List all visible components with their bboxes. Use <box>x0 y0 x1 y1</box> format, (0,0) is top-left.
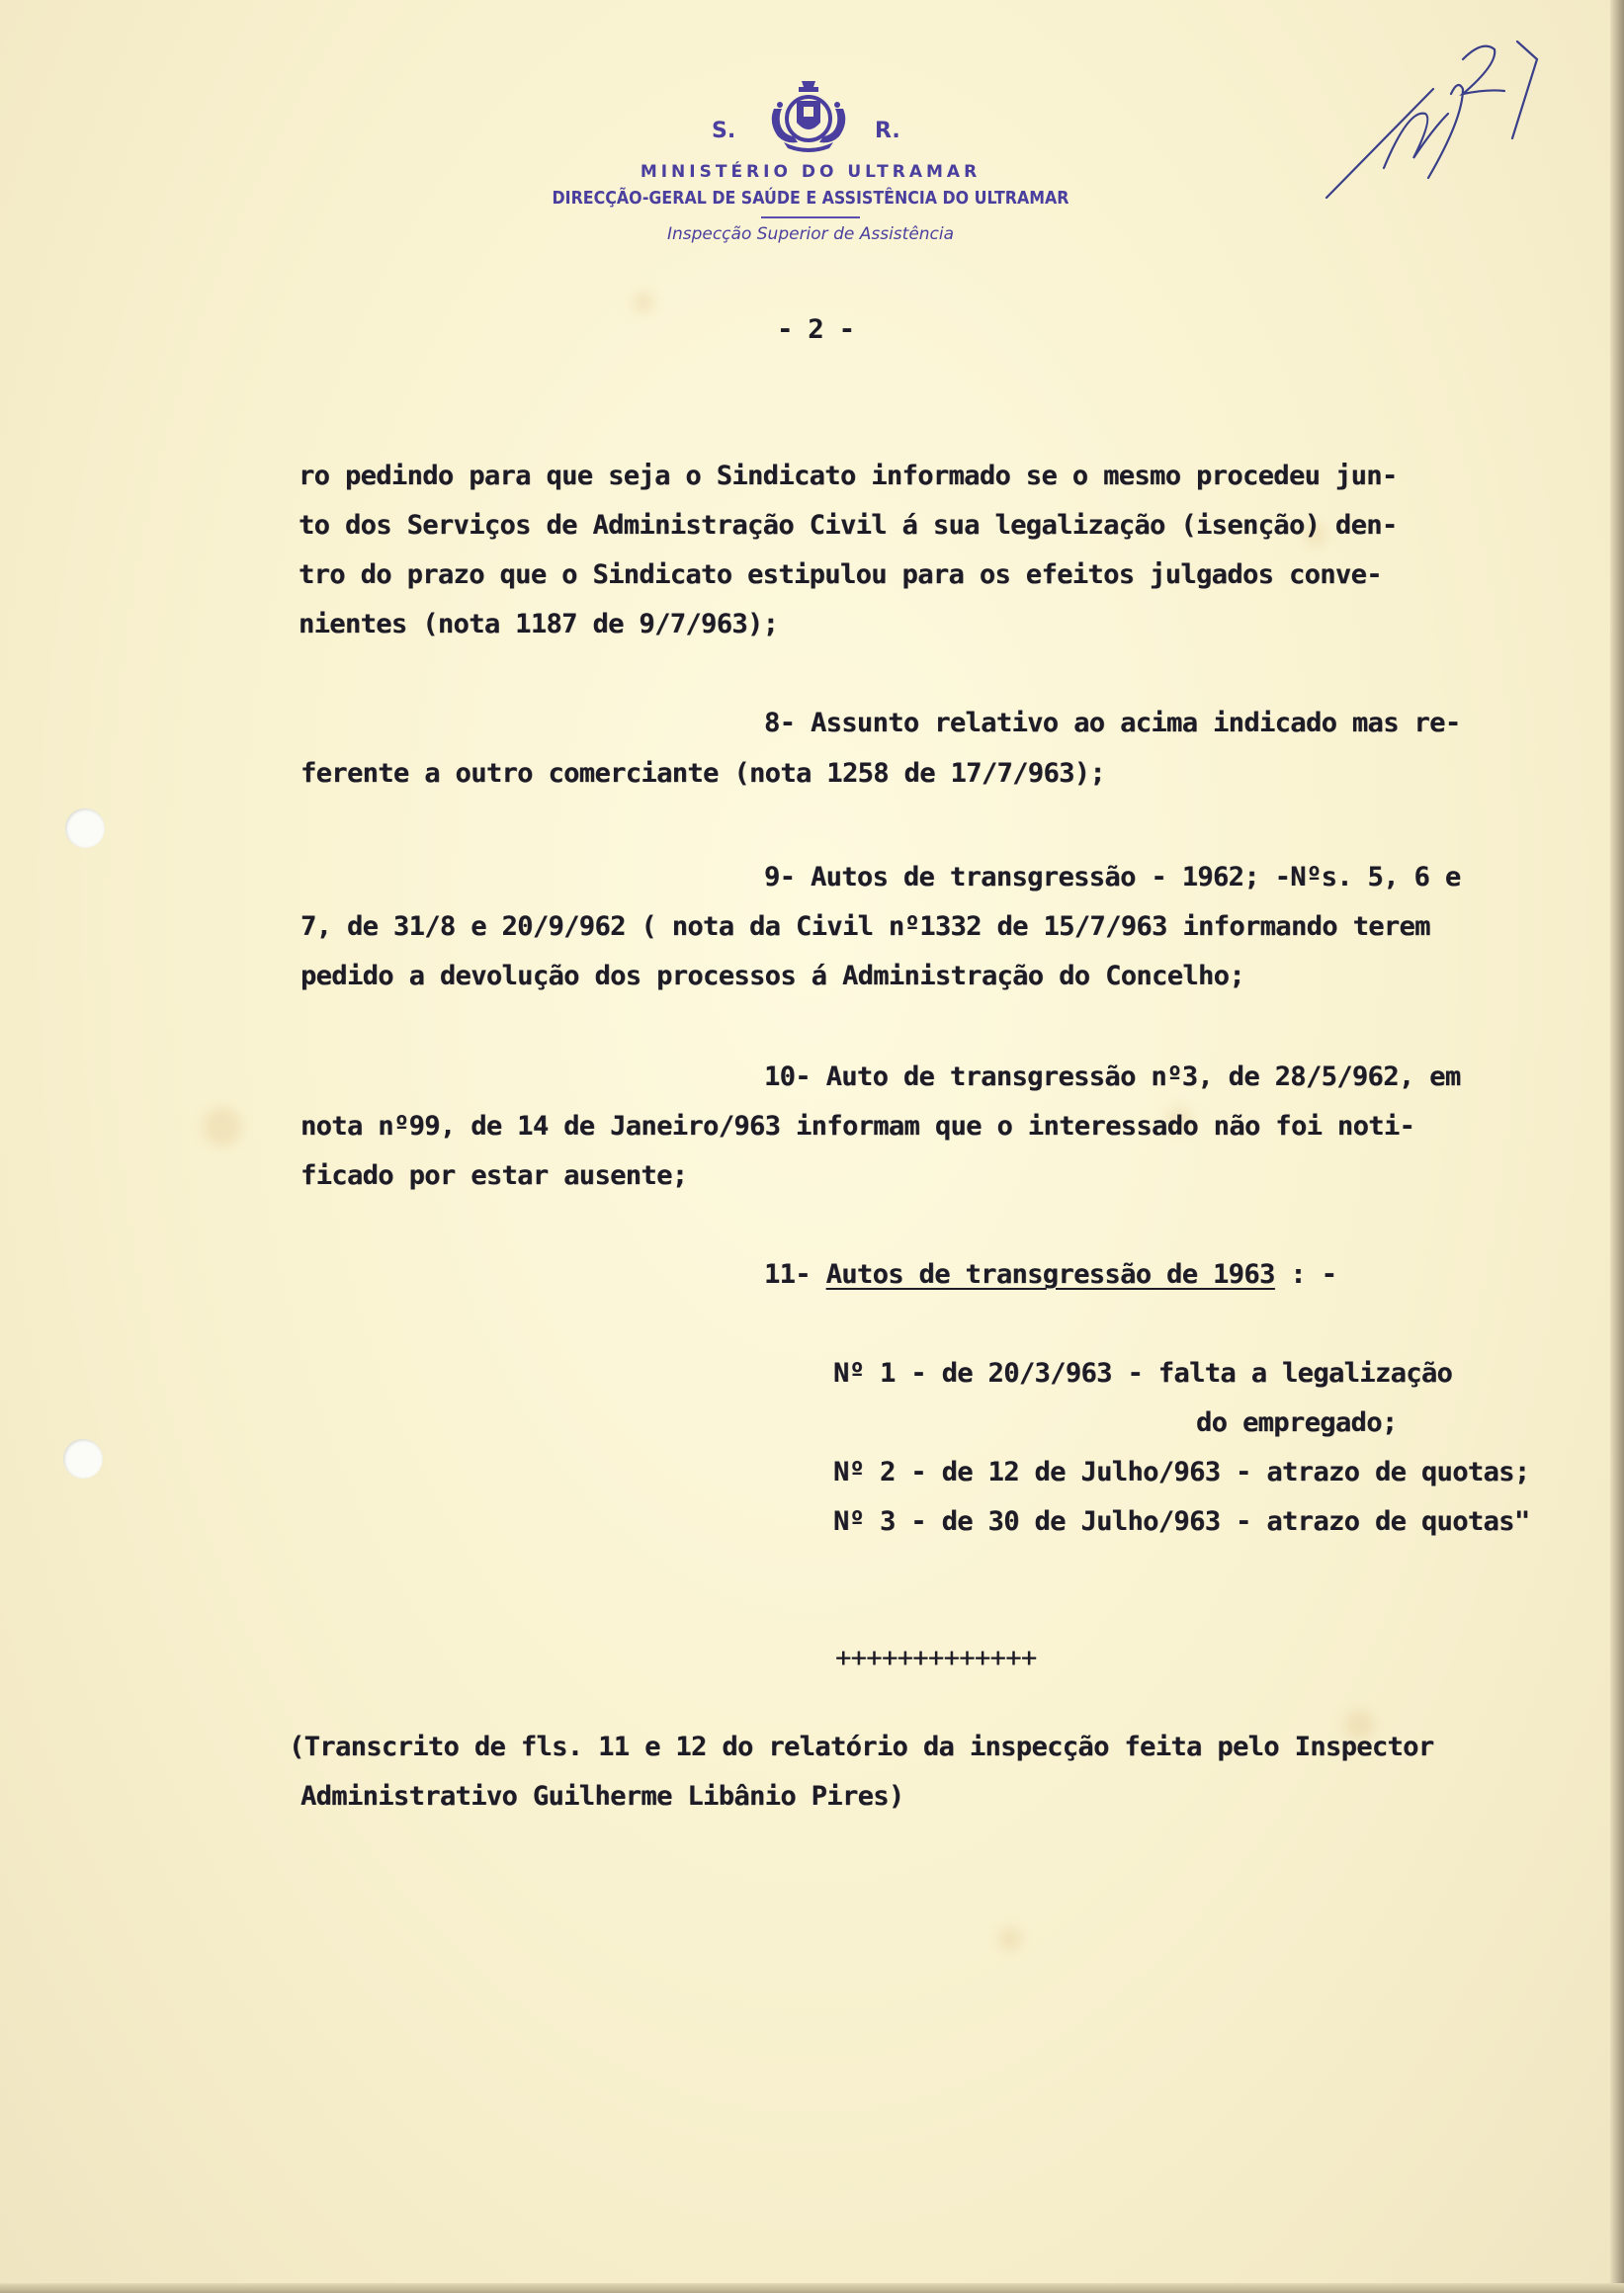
paper-stain <box>203 1107 242 1146</box>
text-line: nota nº99, de 14 de Janeiro/963 informam que o interessado não foi noti- <box>300 1111 1415 1142</box>
handwritten-page-mark <box>1315 20 1552 208</box>
separator-line: +++++++++++++ <box>835 1643 1037 1673</box>
text-line: Administrativo Guilherme Libânio Pires) <box>300 1781 904 1812</box>
paper-edge-bottom <box>0 2283 1624 2293</box>
text-line: 8- Assunto relativo ao acima indicado mas re- <box>764 708 1461 738</box>
letterhead-r: R. <box>875 119 900 143</box>
text-line: 10- Auto de transgressão nº3, de 28/5/962, em <box>764 1062 1461 1092</box>
list-item: do empregado; <box>1196 1407 1398 1438</box>
paper-stain <box>633 292 654 313</box>
paper-edge-right <box>1610 0 1624 2293</box>
text-line: 7, de 31/8 e 20/9/962 ( nota da Civil nº1332 de 15/7/963 informando terem <box>300 911 1430 942</box>
item-11-title: Autos de transgressão de 1963 <box>825 1259 1275 1290</box>
text-line: ro pedindo para que seja o Sindicato informado se o mesmo procedeu jun- <box>299 461 1398 491</box>
inspectorate-name: Inspecção Superior de Assistência <box>666 224 955 244</box>
coat-of-arms-icon <box>764 79 853 154</box>
punch-hole-top <box>65 808 105 848</box>
text-line: ferente a outro comerciante (nota 1258 de 17/7/963); <box>300 758 1106 789</box>
page-number: - 2 - <box>777 314 855 345</box>
punch-hole-bottom <box>63 1439 103 1479</box>
item-11-heading <box>764 1259 1336 1290</box>
list-item: Nº 1 - de 20/3/963 - falta a legalização <box>833 1358 1453 1389</box>
text-line: nientes (nota 1187 de 9/7/963); <box>299 609 779 639</box>
paper-stain <box>998 1927 1022 1951</box>
text-line: ficado por estar ausente; <box>300 1160 688 1191</box>
list-item: Nº 3 - de 30 de Julho/963 - atrazo de quotas" <box>833 1506 1530 1537</box>
item-11-number: 11- <box>764 1259 826 1290</box>
text-line: to dos Serviços de Administração Civil á sua legalização (isenção) den- <box>299 510 1398 541</box>
ministry-name: MINISTÉRIO DO ULTRAMAR <box>640 162 982 182</box>
letterhead-rule <box>761 216 860 218</box>
text-line: pedido a devolução dos processos á Administração do Concelho; <box>300 961 1244 991</box>
letterhead-s: S. <box>712 119 736 143</box>
text-line: (Transcrito de fls. 11 e 12 do relatório da inspecção feita pelo Inspector <box>289 1732 1434 1762</box>
text-line: 9- Autos de transgressão - 1962; -Nºs. 5, 6 e <box>764 862 1461 892</box>
item-11-suffix: : - <box>1274 1259 1337 1290</box>
letterhead <box>514 79 1107 244</box>
text-line: tro do prazo que o Sindicato estipulou para os efeitos julgados conve- <box>299 559 1382 590</box>
directorate-name: DIRECÇÃO-GERAL DE SAÚDE E ASSISTÊNCIA DO ULTRAMAR <box>552 188 1069 209</box>
list-item: Nº 2 - de 12 de Julho/963 - atrazo de quotas; <box>833 1457 1530 1487</box>
